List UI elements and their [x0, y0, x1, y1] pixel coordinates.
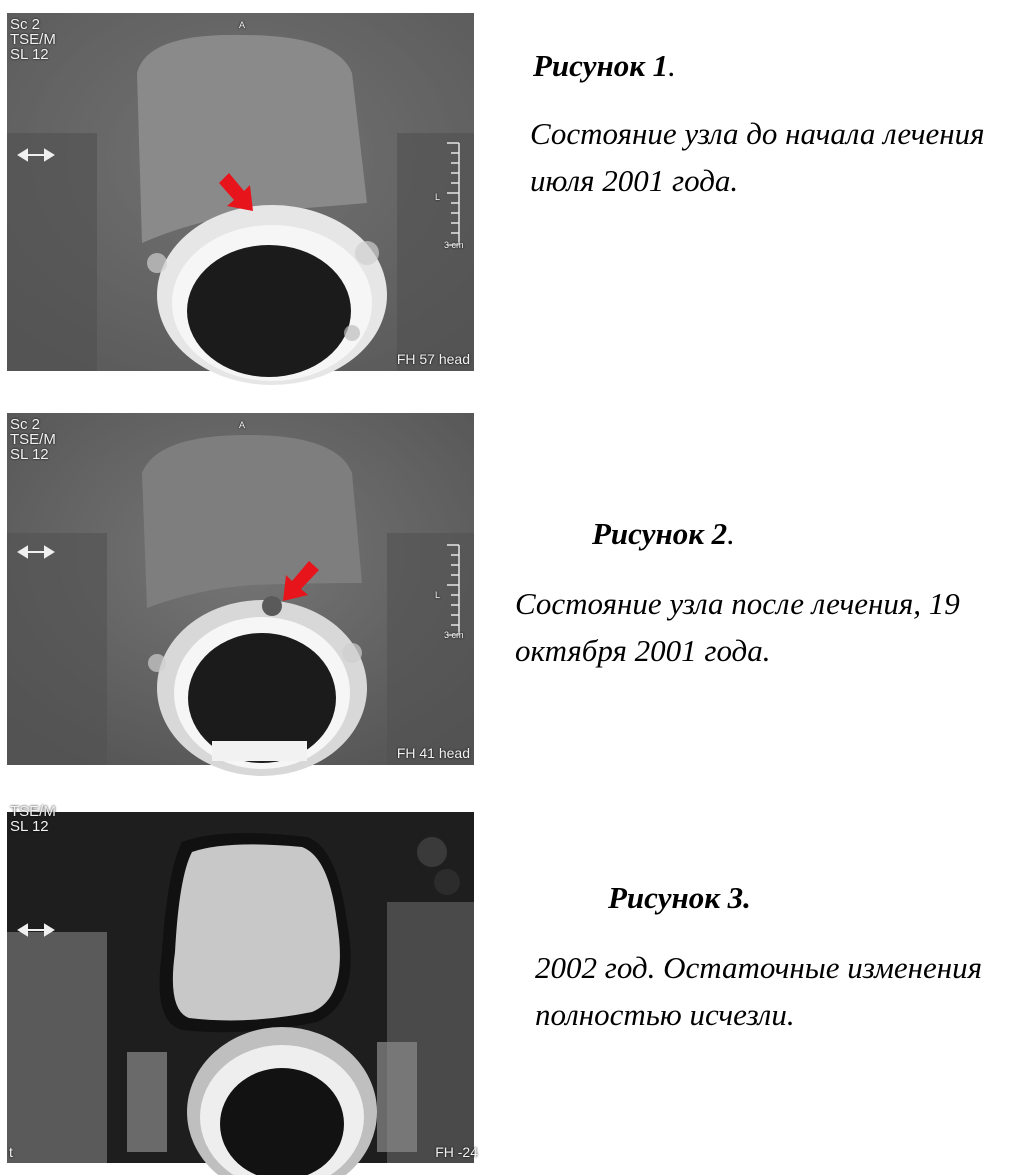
anterior-marker: A — [239, 420, 246, 430]
caption-line: июля 2001 года. — [530, 163, 739, 198]
scan-position-label: FH 41 head — [396, 745, 470, 761]
scan-info-line: Sc 2 — [10, 16, 41, 33]
caption-line: Состояние узла до начала лечения — [530, 116, 985, 151]
caption-line: 2002 год. Остаточные изменения — [535, 950, 983, 985]
figure-1-caption — [530, 48, 985, 204]
mri-scan-graphic-1 — [7, 13, 474, 371]
figure-label — [608, 880, 751, 916]
scan-corner-label: t — [9, 1144, 13, 1160]
scan-info-line: SL 12 — [10, 818, 49, 835]
scan-position-label: FH -24 — [435, 1144, 478, 1160]
mri-image-1 — [7, 13, 474, 371]
side-marker: L — [435, 192, 441, 202]
figure-label-text: Рисунок 1 — [533, 48, 669, 83]
figure-label — [592, 516, 735, 552]
scan-info-line: SL 12 — [10, 446, 49, 463]
side-marker: L — [435, 590, 441, 600]
scan-info-line: TSE/M — [10, 803, 56, 820]
mri-scan-graphic-2 — [7, 413, 474, 765]
scan-info-line: TSE/M — [10, 431, 56, 448]
figure-label-text: Рисунок 3. — [608, 880, 751, 915]
figure-description — [530, 110, 985, 204]
figure-label — [533, 48, 985, 84]
scale-label: 3 cm — [444, 630, 464, 640]
scan-info-3 — [10, 804, 56, 834]
figure-3-description — [535, 944, 982, 1038]
anterior-marker: A — [239, 20, 246, 30]
figure-2-caption — [592, 516, 735, 552]
scan-position-label: FH 57 head — [396, 351, 470, 367]
scan-info-line: Sc 2 — [10, 416, 41, 433]
scale-label: 3 cm — [444, 240, 464, 250]
figure-label-suffix: . — [727, 516, 735, 551]
scan-info-line: SL 12 — [10, 46, 49, 63]
scan-info-line: TSE/M — [10, 31, 56, 48]
scan-info-1 — [10, 17, 56, 62]
figure-label-suffix: . — [668, 48, 676, 83]
figure-3-caption — [608, 880, 751, 916]
mri-scan-graphic-3 — [7, 812, 474, 1163]
caption-line: Состояние узла после лечения, 19 — [515, 586, 960, 621]
caption-line: полностью исчезли. — [535, 997, 795, 1032]
figure-label-text: Рисунок 2 — [592, 516, 728, 551]
mri-image-2 — [7, 413, 474, 765]
figure-2-description — [515, 580, 960, 674]
mri-image-3 — [7, 803, 478, 1163]
scan-info-2 — [10, 417, 56, 462]
caption-line: октября 2001 года. — [515, 633, 771, 668]
